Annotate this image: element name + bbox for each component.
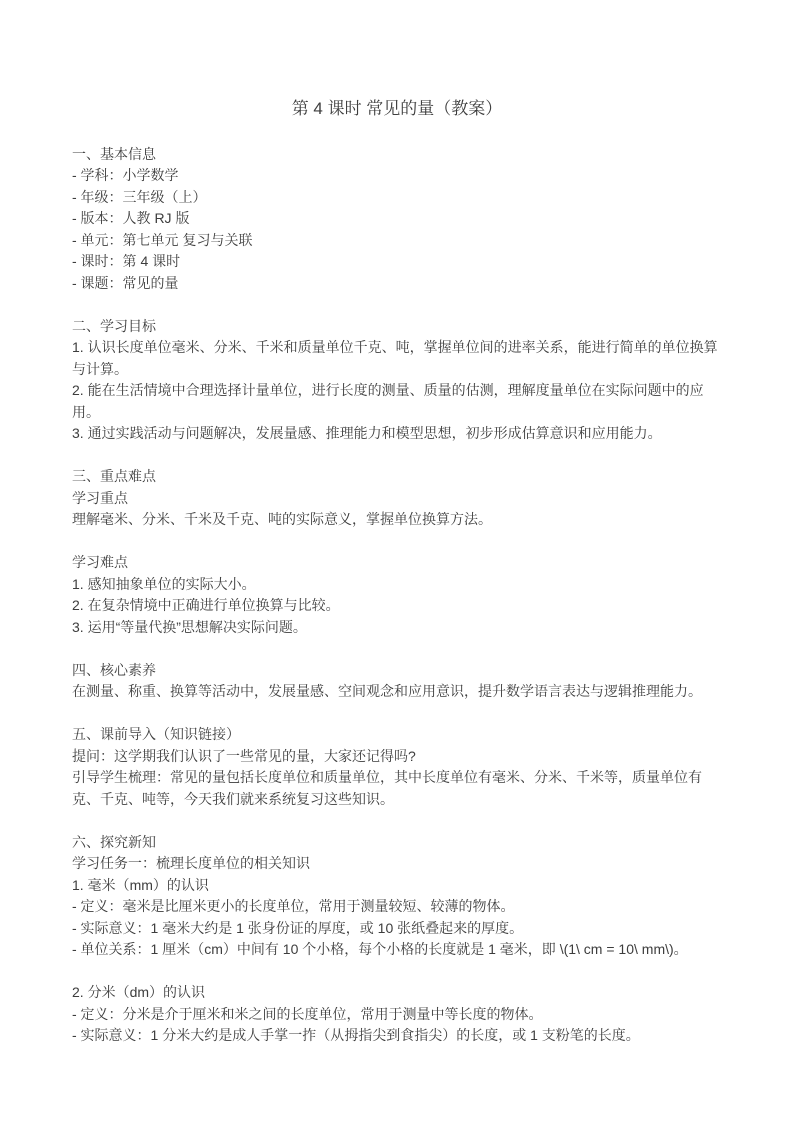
list-line: - 年级：三年级（上） [72, 188, 207, 205]
section-block [72, 746, 722, 811]
list-line: - 实际意义：1 毫米大约是 1 张身份证的厚度，或 10 张纸叠起来的厚度。 [72, 919, 524, 936]
section-heading: 五、课前导入（知识链接） [72, 726, 240, 742]
list-line: - 实际意义：1 分米大约是成人手掌一拃（从拇指尖到食指尖）的长度，或 1 支粉笔的长度。 [72, 1027, 640, 1043]
section-block [72, 165, 722, 294]
list-line: - 定义：毫米是比厘米更小的长度单位，常用于测量较短、较薄的物体。 [72, 898, 515, 914]
subheading: 学习难点 [72, 554, 128, 570]
paragraph: 引导学生梳理：常见的量包括长度单位和质量单位，其中长度单位有毫米、分米、千米等，质量单位有克、千克、吨等，今天我们就来系统复习这些知识。 [72, 769, 702, 807]
numbered-item: 2. 分米（dm）的认识 [72, 984, 206, 1000]
section-block [72, 488, 722, 531]
paragraph: 在测量、称重、换算等活动中，发展量感、空间观念和应用意识，提升数学语言表达与逻辑推理能力。 [72, 683, 702, 699]
section-lesson-intro [72, 724, 722, 810]
section-block [72, 337, 722, 445]
numbered-item: 1. 感知抽象单位的实际大小。 [72, 575, 256, 592]
section-basic-info [72, 144, 722, 295]
paragraph: 提问：这学期我们认识了一些常见的量，大家还记得吗? [72, 747, 416, 764]
numbered-item: 1. 认识长度单位毫米、分米、千米和质量单位千克、吨，掌握单位间的进率关系，能进行简单的单位换算与计算。 [72, 339, 718, 377]
numbered-item: 2. 在复杂情境中正确进行单位换算与比较。 [72, 597, 340, 613]
section-heading: 四、核心素养 [72, 661, 156, 678]
section-block [72, 982, 722, 1047]
list-line: - 单位关系：1 厘米（cm）中间有 10 个小格，每个小格的长度就是 1 毫米，即 \(1\ cm = 10\ mm\)。 [72, 941, 688, 957]
section-core-competency [72, 660, 722, 703]
section-key-points [72, 466, 722, 638]
paragraph: 理解毫米、分米、千米及千克、吨的实际意义，掌握单位换算方法。 [72, 511, 492, 527]
section-heading: 六、探究新知 [72, 833, 156, 850]
numbered-item: 3. 运用“等量代换”思想解决实际问题。 [72, 618, 307, 635]
section-explore-new-knowledge [72, 832, 722, 1047]
section-block [72, 853, 722, 961]
subheading: 学习任务一：梳理长度单位的相关知识 [72, 855, 310, 871]
document-title: 第 4 课时 常见的量（教案） [291, 99, 503, 118]
list-line: - 定义：分米是介于厘米和米之间的长度单位，常用于测量中等长度的物体。 [72, 1005, 543, 1022]
numbered-item: 3. 通过实践活动与问题解决，发展量感、推理能力和模型思想，初步形成估算意识和应用能力。 [72, 425, 662, 441]
section-heading: 三、重点难点 [72, 468, 156, 484]
numbered-item: 2. 能在生活情境中合理选择计量单位，进行长度的测量、质量的估测，理解度量单位在实际问题中的应用。 [72, 382, 704, 420]
list-line: - 课时：第 4 课时 [72, 253, 181, 269]
section-block [72, 552, 722, 638]
list-line: - 版本：人教 RJ 版 [72, 210, 190, 226]
list-line: - 课题：常见的量 [72, 274, 179, 291]
numbered-item: 1. 毫米（mm）的认识 [72, 876, 209, 893]
section-learning-goals [72, 316, 722, 445]
subheading: 学习重点 [72, 489, 128, 506]
list-line: - 单元：第七单元 复习与关联 [72, 231, 253, 248]
list-line: - 学科：小学数学 [72, 167, 179, 183]
section-heading: 二、学习目标 [72, 317, 156, 334]
section-block [72, 681, 722, 703]
section-heading: 一、基本信息 [72, 145, 156, 162]
